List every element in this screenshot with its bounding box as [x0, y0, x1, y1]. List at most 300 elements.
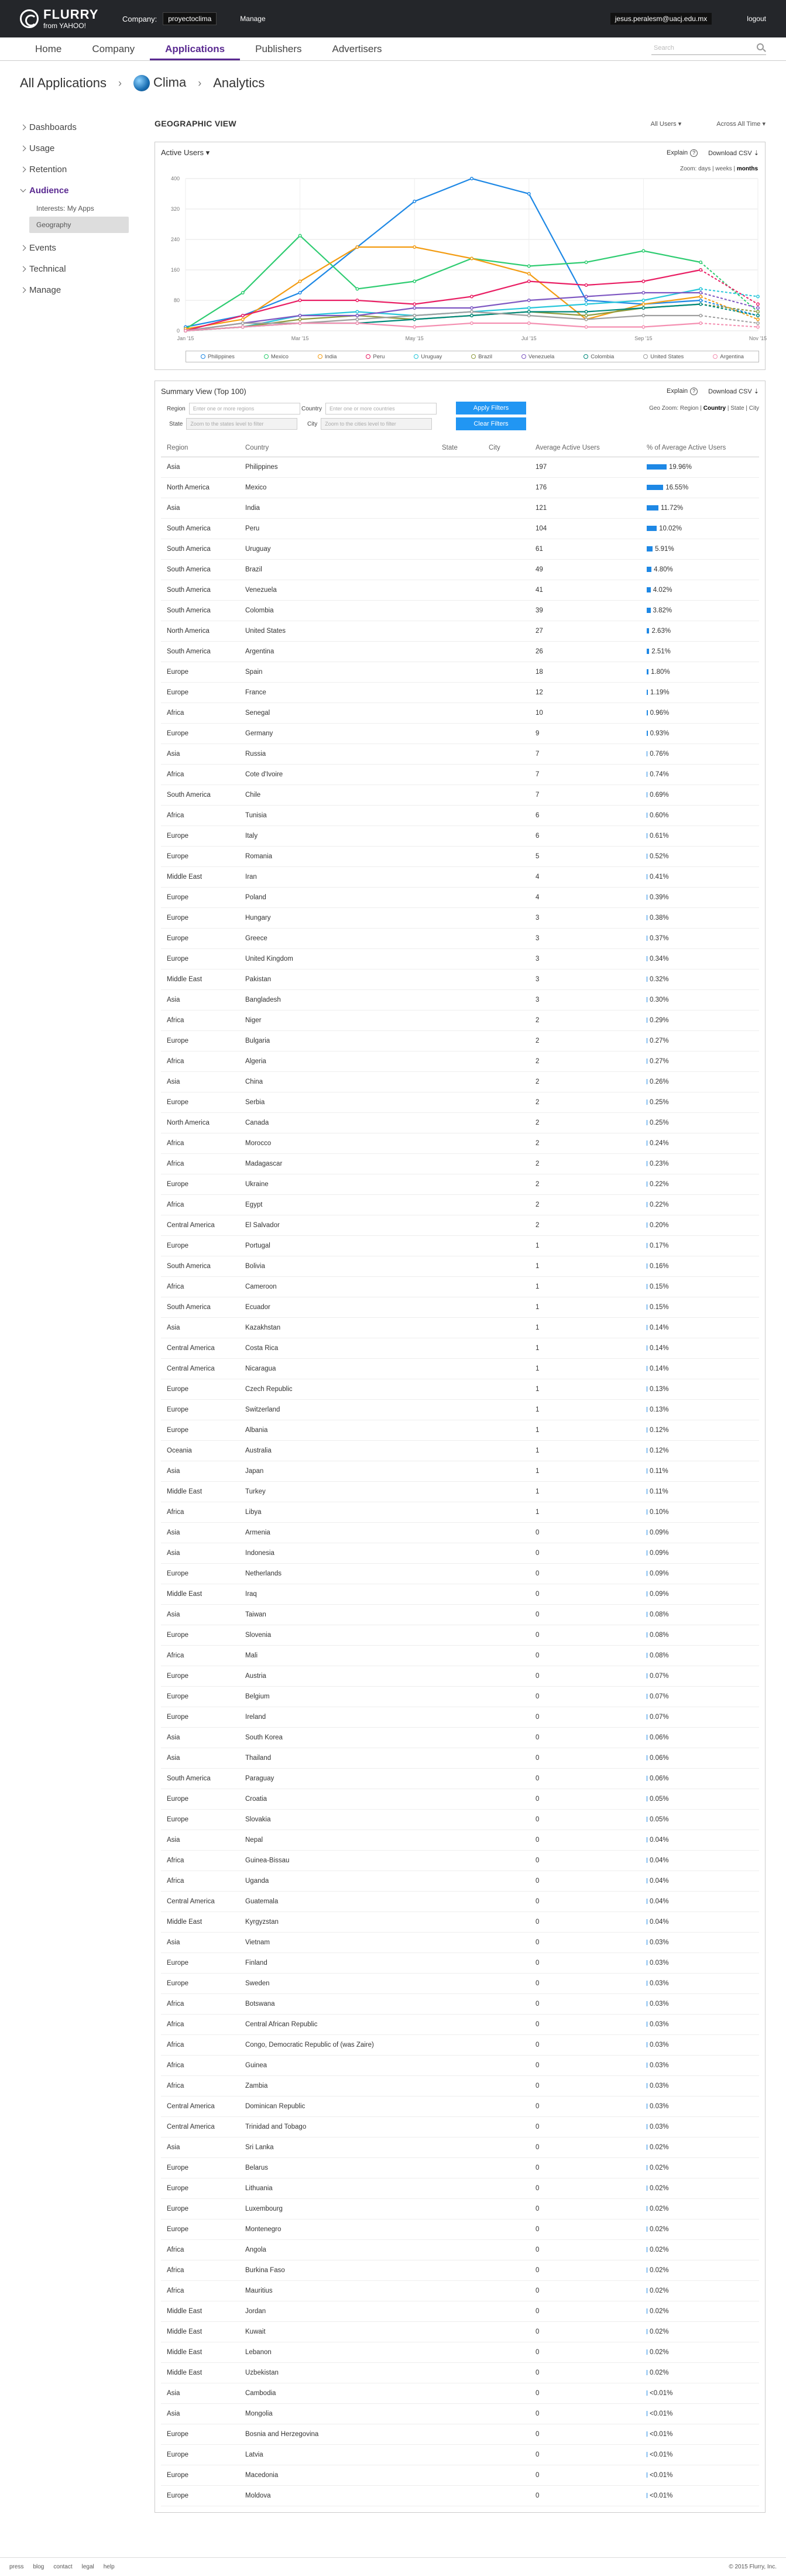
tab-publishers[interactable]: Publishers: [255, 43, 302, 54]
cell-city: [489, 1809, 536, 1830]
cell-country: Montenegro: [245, 2219, 442, 2239]
cell-state: [442, 477, 489, 498]
cell-region: Central America: [161, 1891, 245, 1912]
cell-state: [442, 928, 489, 948]
legend-item[interactable]: Brazil: [471, 354, 492, 360]
data-point: [356, 287, 358, 290]
cell-avg-users: 3: [536, 928, 647, 948]
explain-link[interactable]: Explain ?: [667, 149, 698, 157]
cell-region: South America: [161, 518, 245, 539]
cell-state: [442, 1215, 489, 1235]
cell-country: Libya: [245, 1502, 442, 1522]
cell-country: Hungary: [245, 907, 442, 928]
search-input[interactable]: [651, 42, 766, 55]
cell-avg-users: 1: [536, 1235, 647, 1256]
cell-pct: 0.11%: [647, 1461, 759, 1481]
data-point: [528, 193, 530, 195]
clear-filters-button[interactable]: Clear Filters: [456, 417, 526, 430]
city-input[interactable]: Zoom to the cities level to filter: [321, 418, 432, 430]
cell-state: [442, 662, 489, 682]
cell-pct: <0.01%: [647, 2444, 759, 2465]
data-point: [699, 314, 702, 317]
sidebar-item-events[interactable]: Events: [20, 238, 135, 259]
data-point: [585, 326, 587, 328]
user-menu[interactable]: jesus.peralesm@uacj.edu.mx: [610, 13, 712, 25]
table-row: [161, 1625, 759, 1645]
table-row: [161, 1645, 759, 1666]
legend-item[interactable]: Mexico: [264, 354, 289, 360]
legend-item[interactable]: United States: [643, 354, 684, 360]
cell-city: [489, 518, 536, 539]
cell-city: [489, 2157, 536, 2178]
cell-country: Czech Republic: [245, 1379, 442, 1399]
download-csv-link[interactable]: Download CSV ⇣: [708, 149, 759, 157]
cell-region: Europe: [161, 1686, 245, 1707]
data-point: [642, 292, 644, 294]
cell-city: [489, 1461, 536, 1481]
cell-country: Croatia: [245, 1789, 442, 1809]
geo-zoom-region[interactable]: Region: [679, 405, 699, 412]
footer-link-press[interactable]: press: [9, 2564, 24, 2570]
sidebar-sub-interests[interactable]: Interests: My Apps: [36, 204, 94, 213]
pct-bar: [647, 608, 651, 613]
cell-region: Africa: [161, 2260, 245, 2280]
table-row: [161, 539, 759, 559]
cell-country: Vietnam: [245, 1932, 442, 1952]
cell-region: Europe: [161, 1707, 245, 1727]
sidebar-sub-geography[interactable]: Geography: [29, 217, 129, 233]
cell-city: [489, 682, 536, 703]
data-point: [585, 310, 587, 313]
cell-country: Sweden: [245, 1973, 442, 1993]
cell-state: [442, 846, 489, 866]
cell-region: Europe: [161, 2465, 245, 2485]
data-point: [699, 299, 702, 302]
cell-region: Europe: [161, 846, 245, 866]
cell-state: [442, 2362, 489, 2383]
cell-region: Europe: [161, 1174, 245, 1194]
cell-region: South America: [161, 1768, 245, 1789]
cell-avg-users: 2: [536, 1030, 647, 1051]
cell-pct: 0.61%: [647, 825, 759, 846]
data-point: [642, 326, 644, 328]
cell-city: [489, 785, 536, 805]
cell-avg-users: 0: [536, 1973, 647, 1993]
table-row: [161, 1174, 759, 1194]
cell-country: Switzerland: [245, 1399, 442, 1420]
table-row: [161, 2055, 759, 2075]
table-row: [161, 1830, 759, 1850]
cell-pct: 0.09%: [647, 1563, 759, 1584]
table-row: [161, 1051, 759, 1071]
cell-city: [489, 600, 536, 621]
cell-city: [489, 498, 536, 518]
data-point: [242, 322, 244, 324]
cell-city: [489, 764, 536, 785]
cell-city: [489, 969, 536, 989]
data-point: [298, 280, 301, 282]
cell-state: [442, 2424, 489, 2444]
table-row: [161, 907, 759, 928]
table-row: [161, 2116, 759, 2137]
cell-pct: 0.07%: [647, 1707, 759, 1727]
cell-state: [442, 498, 489, 518]
footer-link-blog[interactable]: blog: [33, 2564, 44, 2570]
table-row: [161, 2239, 759, 2260]
cell-avg-users: 0: [536, 1748, 647, 1768]
cell-avg-users: 9: [536, 723, 647, 744]
cell-city: [489, 1010, 536, 1030]
table-row: [161, 2444, 759, 2465]
cell-state: [442, 2321, 489, 2342]
legend-item[interactable]: Colombia: [584, 354, 614, 360]
cell-region: Europe: [161, 1030, 245, 1051]
manage-link[interactable]: Manage: [240, 15, 266, 23]
cell-avg-users: 0: [536, 1789, 647, 1809]
cell-region: Europe: [161, 1379, 245, 1399]
sidebar-item-usage[interactable]: Usage: [20, 138, 135, 159]
tab-home[interactable]: Home: [35, 43, 62, 54]
cell-state: [442, 2034, 489, 2055]
cell-city: [489, 1358, 536, 1379]
breadcrumb-analytics[interactable]: Analytics: [213, 76, 265, 90]
legend-marker-icon: [201, 354, 205, 359]
geo-zoom-state[interactable]: State: [730, 405, 744, 412]
flurry-logo[interactable]: [20, 8, 122, 29]
cell-avg-users: 7: [536, 744, 647, 764]
cell-country: Guatemala: [245, 1891, 442, 1912]
cell-avg-users: 2: [536, 1133, 647, 1153]
cell-state: [442, 641, 489, 662]
cell-avg-users: 0: [536, 2424, 647, 2444]
cell-country: Brazil: [245, 559, 442, 580]
cell-country: Mali: [245, 1645, 442, 1666]
legend-item[interactable]: Uruguay: [414, 354, 442, 360]
data-point: [757, 314, 759, 317]
cell-city: [489, 2260, 536, 2280]
table-row: [161, 2280, 759, 2301]
table-row: [161, 559, 759, 580]
table-row: [161, 1379, 759, 1399]
breadcrumb-all-apps[interactable]: All Applications: [20, 76, 107, 90]
data-point: [757, 295, 759, 297]
sidebar-item-manage[interactable]: Manage: [20, 280, 135, 301]
table-row: [161, 1153, 759, 1174]
cell-country: Luxembourg: [245, 2198, 442, 2219]
sidebar-item-audience[interactable]: Audience: [20, 180, 135, 201]
y-tick-label: 320: [170, 206, 180, 212]
cell-state: [442, 1768, 489, 1789]
metric-dropdown[interactable]: Active Users ▾: [161, 148, 210, 157]
data-point: [585, 303, 587, 305]
data-point: [528, 265, 530, 267]
cell-pct: 0.13%: [647, 1399, 759, 1420]
table-row: [161, 1071, 759, 1092]
cell-city: [489, 2280, 536, 2301]
cell-region: Europe: [161, 1789, 245, 1809]
tab-applications[interactable]: Applications: [150, 38, 240, 60]
cell-state: [442, 2301, 489, 2321]
cell-avg-users: 1: [536, 1276, 647, 1297]
col-pct-avg-active-users[interactable]: % of Average Active Users: [647, 439, 759, 457]
cell-avg-users: 2: [536, 1010, 647, 1030]
cell-avg-users: 2: [536, 1153, 647, 1174]
cell-country: Pakistan: [245, 969, 442, 989]
table-row: [161, 1871, 759, 1891]
cell-avg-users: 0: [536, 1625, 647, 1645]
table-row: [161, 580, 759, 600]
data-point: [356, 299, 358, 302]
cell-country: Kyrgyzstan: [245, 1912, 442, 1932]
data-point: [413, 200, 416, 203]
active-users-chart: [155, 173, 765, 348]
cell-city: [489, 2383, 536, 2403]
cell-city: [489, 1543, 536, 1563]
cell-region: Asia: [161, 1071, 245, 1092]
cell-city: [489, 2096, 536, 2116]
cell-state: [442, 457, 489, 477]
cell-city: [489, 1502, 536, 1522]
cell-pct: 0.60%: [647, 805, 759, 825]
cell-pct: 0.02%: [647, 2178, 759, 2198]
cell-state: [442, 805, 489, 825]
cell-avg-users: 26: [536, 641, 647, 662]
cell-region: Europe: [161, 2424, 245, 2444]
cell-city: [489, 1522, 536, 1543]
apply-filters-button[interactable]: Apply Filters: [456, 402, 526, 415]
cell-pct: 0.20%: [647, 1215, 759, 1235]
table-row: [161, 1358, 759, 1379]
table-row: [161, 1256, 759, 1276]
chart-legend: [186, 351, 759, 362]
cell-avg-users: 1: [536, 1461, 647, 1481]
cell-country: Austria: [245, 1666, 442, 1686]
table-row: [161, 1317, 759, 1338]
cell-country: Niger: [245, 1010, 442, 1030]
cell-region: Europe: [161, 682, 245, 703]
cell-state: [442, 948, 489, 969]
cell-country: Cote d'Ivoire: [245, 764, 442, 785]
footer-link-help[interactable]: help: [103, 2564, 115, 2570]
cell-city: [489, 2034, 536, 2055]
cell-state: [442, 1543, 489, 1563]
cell-state: [442, 785, 489, 805]
cell-city: [489, 2137, 536, 2157]
data-point: [642, 314, 644, 317]
table-row: [161, 2075, 759, 2096]
chevron-right-icon: ›: [118, 77, 122, 89]
cell-country: Bangladesh: [245, 989, 442, 1010]
data-point: [298, 314, 301, 317]
table-row: [161, 1666, 759, 1686]
cell-country: United States: [245, 621, 442, 641]
legend-item[interactable]: Argentina: [713, 354, 744, 360]
col-region[interactable]: Region: [161, 439, 245, 457]
data-point: [585, 295, 587, 297]
cell-pct: 0.02%: [647, 2157, 759, 2178]
data-point: [413, 246, 416, 248]
cell-country: Belgium: [245, 1686, 442, 1707]
zoom-weeks[interactable]: weeks: [715, 166, 732, 172]
cell-avg-users: 0: [536, 1768, 647, 1789]
cell-region: Africa: [161, 805, 245, 825]
cell-city: [489, 1194, 536, 1215]
cell-region: Asia: [161, 1748, 245, 1768]
sidebar-item-retention[interactable]: Retention: [20, 159, 135, 180]
cell-state: [442, 559, 489, 580]
cell-avg-users: 41: [536, 580, 647, 600]
data-point: [528, 272, 530, 275]
cell-avg-users: 3: [536, 989, 647, 1010]
cell-avg-users: 121: [536, 498, 647, 518]
col-state[interactable]: State: [442, 439, 489, 457]
cell-pct: 0.74%: [647, 764, 759, 785]
cell-pct: 0.09%: [647, 1543, 759, 1563]
country-input[interactable]: Enter one or more countries: [325, 403, 437, 415]
geo-zoom-country[interactable]: Country: [703, 405, 726, 412]
cell-pct: 0.37%: [647, 928, 759, 948]
cell-pct: 0.05%: [647, 1789, 759, 1809]
cell-avg-users: 7: [536, 785, 647, 805]
cell-avg-users: 39: [536, 600, 647, 621]
cell-state: [442, 969, 489, 989]
cell-avg-users: 0: [536, 1830, 647, 1850]
cell-city: [489, 1563, 536, 1584]
cell-region: Middle East: [161, 2362, 245, 2383]
cell-region: Asia: [161, 1543, 245, 1563]
cell-pct: 0.34%: [647, 948, 759, 969]
cell-avg-users: 12: [536, 682, 647, 703]
cell-state: [442, 907, 489, 928]
cell-avg-users: 0: [536, 2280, 647, 2301]
time-dropdown[interactable]: Across All Time ▾: [716, 120, 766, 128]
tab-advertisers[interactable]: Advertisers: [332, 43, 382, 54]
cell-state: [442, 1912, 489, 1932]
state-input[interactable]: Zoom to the states level to filter: [186, 418, 297, 430]
table-row: [161, 1235, 759, 1256]
cell-state: [442, 2219, 489, 2239]
cell-avg-users: 2: [536, 1092, 647, 1112]
cell-avg-users: 0: [536, 2301, 647, 2321]
legend-item[interactable]: India: [318, 354, 337, 360]
region-input[interactable]: Enter one or more regions: [189, 403, 300, 415]
data-point: [413, 280, 416, 282]
zoom-days[interactable]: days: [698, 166, 711, 172]
cell-region: Oceania: [161, 1440, 245, 1461]
cell-avg-users: 0: [536, 2219, 647, 2239]
cell-avg-users: 1: [536, 1399, 647, 1420]
cell-country: Senegal: [245, 703, 442, 723]
cell-avg-users: 0: [536, 1952, 647, 1973]
series-line: [186, 312, 701, 331]
cell-country: Peru: [245, 518, 442, 539]
col-city[interactable]: City: [489, 439, 536, 457]
cell-state: [442, 2198, 489, 2219]
cell-region: Europe: [161, 1420, 245, 1440]
cell-region: Africa: [161, 1153, 245, 1174]
cell-city: [489, 2444, 536, 2465]
cell-pct: 0.02%: [647, 2280, 759, 2301]
geo-zoom-city[interactable]: City: [749, 405, 759, 412]
cell-city: [489, 1789, 536, 1809]
cell-state: [442, 825, 489, 846]
cell-city: [489, 1830, 536, 1850]
summary-explain-link[interactable]: Explain ?: [667, 388, 698, 395]
cell-state: [442, 1051, 489, 1071]
table-row: [161, 1748, 759, 1768]
cell-state: [442, 1440, 489, 1461]
cell-region: South America: [161, 641, 245, 662]
cell-region: Middle East: [161, 1912, 245, 1932]
cell-region: Africa: [161, 703, 245, 723]
logout-link[interactable]: logout: [747, 15, 766, 23]
cell-country: Philippines: [245, 457, 442, 477]
data-point: [585, 261, 587, 263]
legend-item[interactable]: Peru: [366, 354, 385, 360]
cell-avg-users: 3: [536, 907, 647, 928]
data-point: [757, 326, 759, 328]
legend-item[interactable]: Philippines: [201, 354, 235, 360]
breadcrumb-app[interactable]: Clima: [133, 75, 186, 91]
cell-region: Asia: [161, 2383, 245, 2403]
company-select[interactable]: proyectoclima: [163, 12, 217, 25]
col-avg-active-users[interactable]: Average Active Users: [536, 439, 647, 457]
cell-pct: 0.39%: [647, 887, 759, 907]
summary-download-csv[interactable]: Download CSV ⇣: [708, 388, 759, 395]
cell-pct: 0.04%: [647, 1850, 759, 1871]
footer-link-legal[interactable]: legal: [81, 2564, 94, 2570]
data-point: [757, 318, 759, 320]
table-row: [161, 764, 759, 785]
cell-pct: 0.11%: [647, 1481, 759, 1502]
footer: [0, 2557, 786, 2576]
cell-region: Africa: [161, 1051, 245, 1071]
cell-state: [442, 1174, 489, 1194]
cell-city: [489, 2116, 536, 2137]
cell-region: Europe: [161, 907, 245, 928]
data-point: [413, 307, 416, 309]
cell-pct: 2.51%: [647, 641, 759, 662]
cell-state: [442, 1317, 489, 1338]
legend-item[interactable]: Venezuela: [521, 354, 554, 360]
cell-avg-users: 1: [536, 1440, 647, 1461]
cell-country: Slovakia: [245, 1809, 442, 1830]
cell-region: Africa: [161, 1010, 245, 1030]
cell-state: [442, 1952, 489, 1973]
cell-state: [442, 1625, 489, 1645]
sidebar-item-dashboards[interactable]: Dashboards: [20, 117, 135, 138]
table-row: [161, 969, 759, 989]
zoom-months[interactable]: months: [736, 166, 758, 172]
cell-state: [442, 1666, 489, 1686]
cell-city: [489, 457, 536, 477]
cell-city: [489, 744, 536, 764]
table-row: [161, 1973, 759, 1993]
footer-link-contact[interactable]: contact: [53, 2564, 73, 2570]
search-icon[interactable]: [757, 43, 764, 50]
col-country[interactable]: Country: [245, 439, 442, 457]
tab-company[interactable]: Company: [92, 43, 135, 54]
table-row: [161, 1563, 759, 1584]
cell-city: [489, 1748, 536, 1768]
sidebar-item-technical[interactable]: Technical: [20, 259, 135, 280]
data-point: [528, 322, 530, 324]
table-row: [161, 2096, 759, 2116]
users-dropdown[interactable]: All Users ▾: [650, 120, 682, 128]
data-point: [699, 295, 702, 297]
cell-city: [489, 1153, 536, 1174]
cell-country: Morocco: [245, 1133, 442, 1153]
